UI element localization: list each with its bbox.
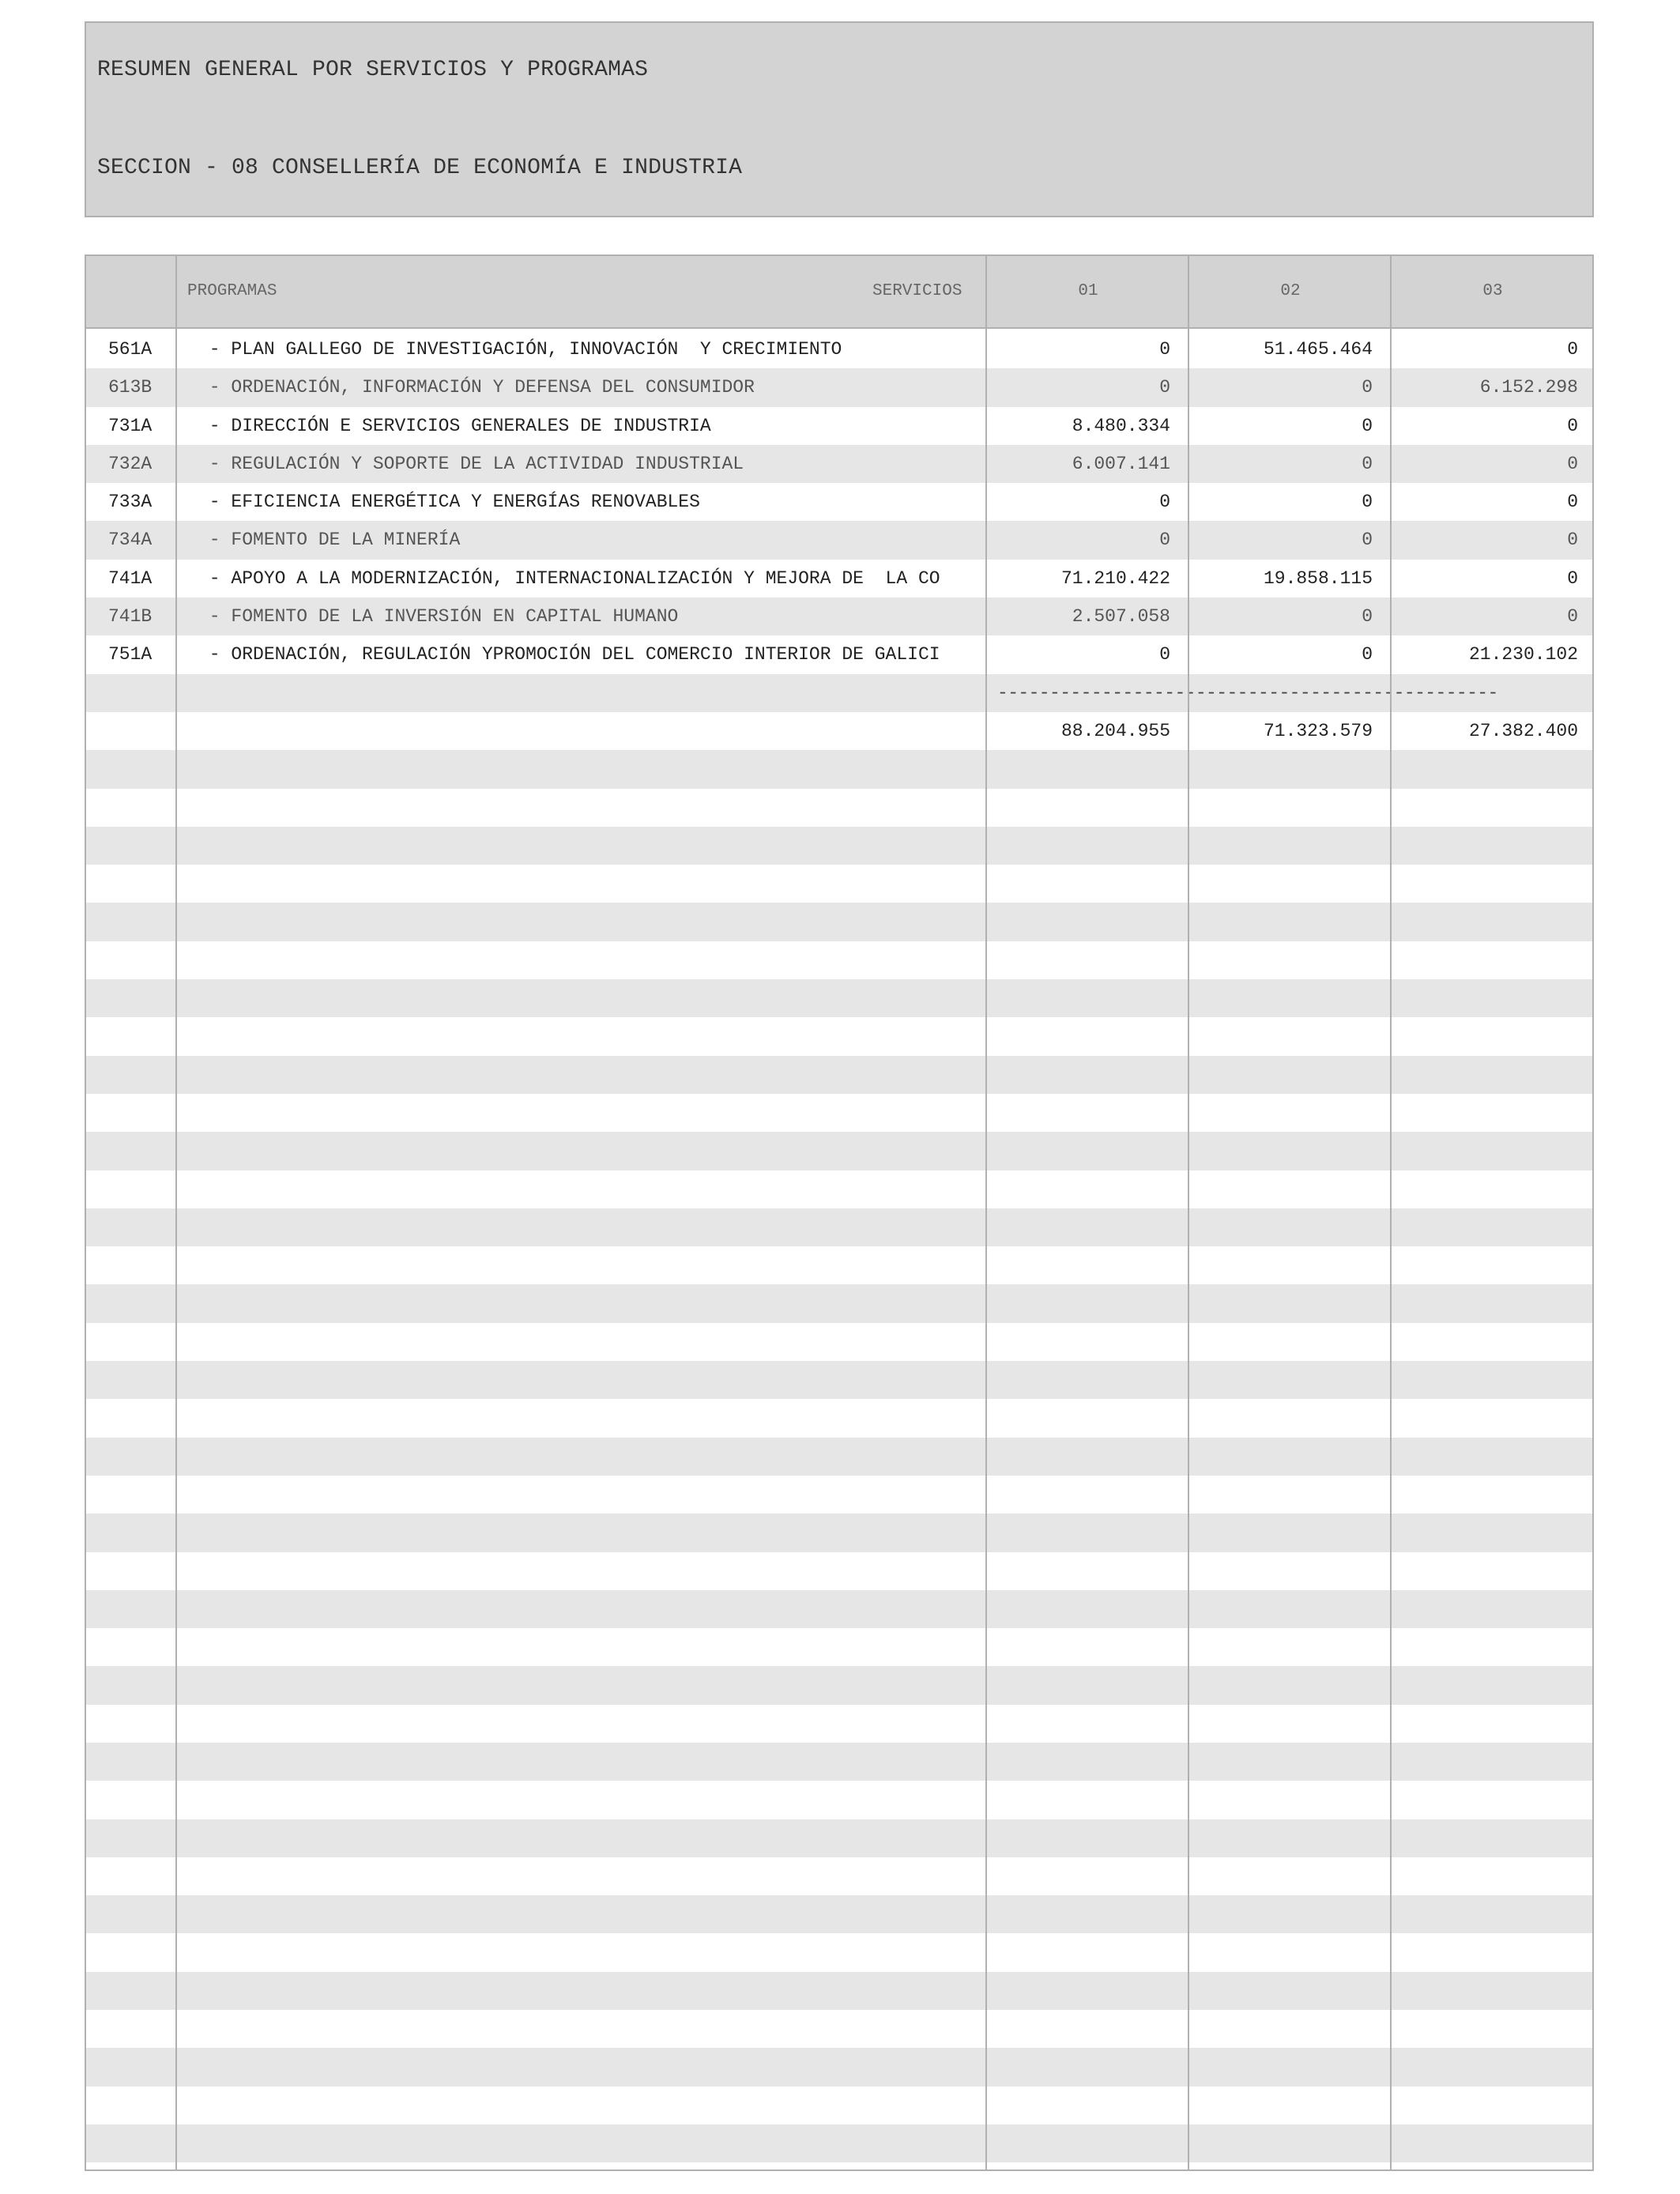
- value-01: 71.210.422: [1060, 567, 1170, 589]
- value-02: 0: [1362, 415, 1373, 436]
- value-03: 0: [1567, 492, 1578, 513]
- value-02: 0: [1362, 530, 1373, 551]
- empty-row: [86, 1743, 1592, 1781]
- value-01: 0: [1159, 644, 1170, 665]
- empty-row: [86, 1094, 1592, 1132]
- table-row: [86, 598, 1592, 635]
- program-code: 613B: [108, 377, 153, 398]
- value-02: 0: [1362, 644, 1373, 665]
- column-divider: [1188, 256, 1189, 2169]
- program-description: - PLAN GALLEGO DE INVESTIGACIÓN, INNOVACIÓN Y CRECIMIENTO: [198, 339, 842, 360]
- program-code: 733A: [108, 492, 153, 513]
- program-code: 734A: [108, 530, 153, 551]
- value-01: 0: [1159, 530, 1170, 551]
- separator-row: [86, 674, 1592, 712]
- column-02-header: 02: [1280, 282, 1301, 300]
- value-02: 0: [1362, 377, 1373, 398]
- empty-row: [86, 1666, 1592, 1704]
- program-description: - ORDENACIÓN, REGULACIÓN YPROMOCIÓN DEL COMERCIO INTERIOR DE GALICI: [198, 644, 940, 665]
- empty-row: [86, 2048, 1592, 2086]
- value-03: 0: [1567, 606, 1578, 628]
- value-01: 8.480.334: [1072, 415, 1170, 436]
- program-description: - FOMENTO DE LA INVERSIÓN EN CAPITAL HUMANO: [198, 606, 679, 628]
- empty-row: [86, 1590, 1592, 1628]
- program-code: 731A: [108, 415, 153, 436]
- program-code: 732A: [108, 453, 153, 474]
- empty-row: [86, 1781, 1592, 1819]
- empty-row: [86, 1628, 1592, 1666]
- empty-row: [86, 2087, 1592, 2124]
- empty-row: [86, 1933, 1592, 1971]
- value-01: 0: [1159, 492, 1170, 513]
- empty-row: [86, 1323, 1592, 1361]
- table-row: [86, 407, 1592, 445]
- value-02: 0: [1362, 453, 1373, 474]
- totals-row: [86, 712, 1592, 750]
- empty-row: [86, 2124, 1592, 2162]
- programas-header: PROGRAMAS: [187, 282, 277, 300]
- program-code: 751A: [108, 644, 153, 665]
- empty-row: [86, 865, 1592, 903]
- program-code: 561A: [108, 339, 153, 360]
- column-divider: [1390, 256, 1392, 2169]
- empty-row: [86, 1132, 1592, 1170]
- table-row: [86, 635, 1592, 673]
- empty-row: [86, 789, 1592, 827]
- table-row: [86, 560, 1592, 598]
- value-02: 19.858.115: [1263, 567, 1373, 589]
- value-03: 0: [1567, 339, 1578, 360]
- empty-row: [86, 1399, 1592, 1437]
- table-row: [86, 445, 1592, 483]
- empty-row: [86, 1819, 1592, 1857]
- total-separator: ------------------------------------------------: [997, 682, 1498, 703]
- value-03: 21.230.102: [1468, 644, 1578, 665]
- program-description: - ORDENACIÓN, INFORMACIÓN Y DEFENSA DEL CONSUMIDOR: [198, 377, 755, 398]
- value-01: 0: [1159, 339, 1170, 360]
- empty-row: [86, 941, 1592, 979]
- empty-row: [86, 1361, 1592, 1399]
- empty-row: [86, 750, 1592, 788]
- value-02: 51.465.464: [1263, 339, 1373, 360]
- program-description: - FOMENTO DE LA MINERÍA: [198, 530, 461, 551]
- empty-row: [86, 979, 1592, 1017]
- column-divider: [175, 256, 177, 2169]
- empty-row: [86, 1514, 1592, 1551]
- empty-row: [86, 827, 1592, 865]
- total-02: 71.323.579: [1263, 720, 1373, 741]
- value-03: 0: [1567, 567, 1578, 589]
- empty-row: [86, 1705, 1592, 1743]
- report-header: [85, 21, 1594, 217]
- value-03: 0: [1567, 415, 1578, 436]
- empty-row: [86, 2010, 1592, 2048]
- value-02: 0: [1362, 606, 1373, 628]
- empty-row: [86, 1246, 1592, 1284]
- program-description: - DIRECCIÓN E SERVICIOS GENERALES DE INDUSTRIA: [198, 415, 711, 436]
- empty-row: [86, 1552, 1592, 1590]
- column-01-header: 01: [1078, 282, 1098, 300]
- summary-table: [85, 254, 1594, 2171]
- program-code: 741B: [108, 606, 153, 628]
- section-title: SECCION - 08 CONSELLERÍA DE ECONOMÍA E INDUSTRIA: [97, 156, 743, 180]
- empty-row: [86, 1476, 1592, 1514]
- column-divider: [985, 256, 987, 2169]
- empty-row: [86, 1171, 1592, 1208]
- empty-row: [86, 1017, 1592, 1055]
- empty-row: [86, 1438, 1592, 1476]
- empty-row: [86, 1056, 1592, 1094]
- program-description: - EFICIENCIA ENERGÉTICA Y ENERGÍAS RENOVABLES: [198, 492, 700, 513]
- table-row: [86, 483, 1592, 521]
- servicios-header: SERVICIOS: [872, 282, 962, 300]
- value-01: 6.007.141: [1072, 453, 1170, 474]
- table-body: [86, 330, 1592, 2171]
- empty-row: [86, 1208, 1592, 1246]
- table-row: [86, 521, 1592, 559]
- report-title: RESUMEN GENERAL POR SERVICIOS Y PROGRAMAS: [97, 58, 649, 82]
- value-03: 0: [1567, 530, 1578, 551]
- value-03: 0: [1567, 453, 1578, 474]
- value-02: 0: [1362, 492, 1373, 513]
- empty-row: [86, 1972, 1592, 2010]
- table-header: [86, 256, 1592, 329]
- empty-row: [86, 903, 1592, 941]
- program-code: 741A: [108, 567, 153, 589]
- empty-row: [86, 1857, 1592, 1895]
- empty-row: [86, 1895, 1592, 1933]
- program-description: - APOYO A LA MODERNIZACIÓN, INTERNACIONALIZACIÓN Y MEJORA DE LA CO: [198, 567, 940, 589]
- total-01: 88.204.955: [1060, 720, 1170, 741]
- value-01: 0: [1159, 377, 1170, 398]
- empty-row: [86, 1284, 1592, 1322]
- column-03-header: 03: [1482, 282, 1503, 300]
- value-03: 6.152.298: [1479, 377, 1578, 398]
- program-description: - REGULACIÓN Y SOPORTE DE LA ACTIVIDAD INDUSTRIAL: [198, 453, 744, 474]
- table-row: [86, 368, 1592, 406]
- empty-row: [86, 2162, 1592, 2171]
- total-03: 27.382.400: [1468, 720, 1578, 741]
- table-row: [86, 330, 1592, 368]
- value-01: 2.507.058: [1072, 606, 1170, 628]
